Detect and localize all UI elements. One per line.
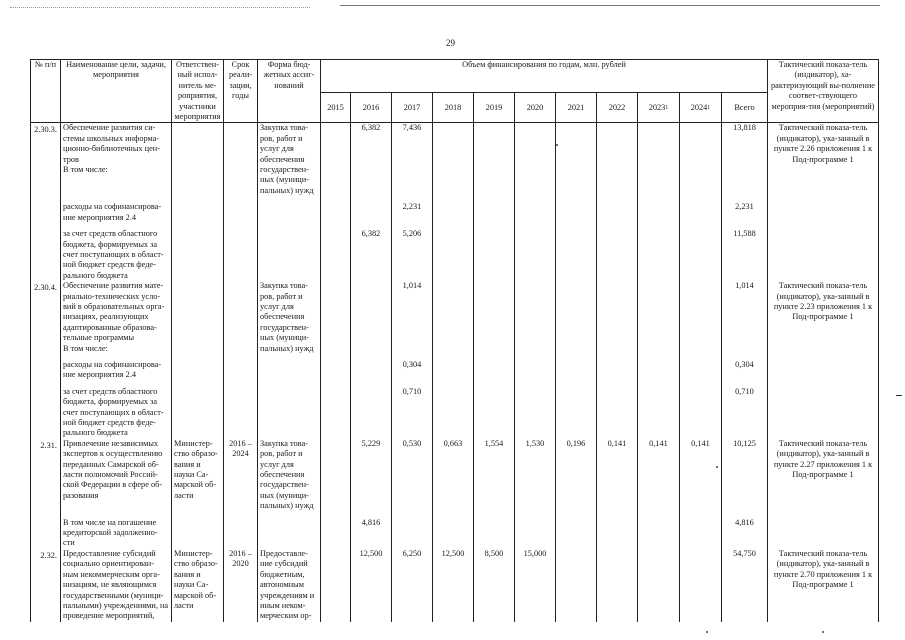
row-value: 1,014 xyxy=(392,281,433,354)
subrow-form-empty xyxy=(258,354,321,381)
subrow-indicator-empty xyxy=(768,223,879,281)
table-row xyxy=(31,549,879,622)
subrow-code-empty xyxy=(31,223,61,281)
subrow-value xyxy=(321,196,351,223)
subrow-form-empty xyxy=(258,223,321,281)
header-year-label: 2015 xyxy=(327,102,344,112)
row-total: 54,750 xyxy=(722,549,768,622)
subrow-code-empty xyxy=(31,512,61,549)
subrow-indicator-empty xyxy=(768,354,879,381)
row-value: 6,250 xyxy=(392,549,433,622)
row-value xyxy=(597,281,638,354)
header-year-footnote: 1 xyxy=(665,104,669,111)
scan-top-rule-left xyxy=(10,7,310,8)
subrow-code-empty xyxy=(31,354,61,381)
row-indicator: Тактический показа-тель (индикатор), ука-занный в пункте 2.26 приложения 1 к Под-программе 1 xyxy=(768,123,879,196)
row-value xyxy=(597,549,638,622)
subrow-name: за счет средств областного бюджета, формируемых за счет поступающих в област-ной бюджет средств феде-рального бюджета xyxy=(61,223,172,281)
subrow-value xyxy=(351,381,392,439)
row-value: 0,141 xyxy=(680,439,722,512)
row-period: 2016 – 2020 xyxy=(224,549,258,622)
subrow-responsible-empty xyxy=(172,223,224,281)
row-value: 12,500 xyxy=(351,549,392,622)
header-year xyxy=(638,93,680,123)
subrow-value xyxy=(433,223,474,281)
header-year-label: 2022 xyxy=(608,102,626,112)
subrow-value xyxy=(474,381,515,439)
header-year xyxy=(515,93,556,123)
row-value xyxy=(433,123,474,196)
table-row xyxy=(31,123,879,196)
header-year-footnote: 1 xyxy=(707,104,711,111)
scan-speck xyxy=(716,466,718,468)
subrow-value xyxy=(474,354,515,381)
row-value: 0,141 xyxy=(597,439,638,512)
row-value xyxy=(556,549,597,622)
row-value xyxy=(321,549,351,622)
subrow-form-empty xyxy=(258,512,321,549)
subrow-value xyxy=(556,354,597,381)
subrow-period-empty xyxy=(224,354,258,381)
row-indicator: Тактический показа-тель (индикатор), ука-занный в пункте 2.70 приложения 1 к Под-программе 1 xyxy=(768,549,879,622)
subrow-value: 4,816 xyxy=(351,512,392,549)
row-value: 6,382 xyxy=(351,123,392,196)
row-value xyxy=(680,123,722,196)
subrow-responsible-empty xyxy=(172,196,224,223)
row-value: 0,196 xyxy=(556,439,597,512)
row-code: 2.30.3. xyxy=(31,123,61,196)
subrow-value xyxy=(556,196,597,223)
row-period: 2016 – 2024 xyxy=(224,439,258,512)
row-name: Привлечение независимых экспертов к осуществлению переданных Самарской об-ласти полномочий Россий-ской Федерации в сфере об-разования xyxy=(61,439,172,512)
table-subrow xyxy=(31,381,879,439)
row-value xyxy=(351,281,392,354)
row-value: 12,500 xyxy=(433,549,474,622)
subrow-value xyxy=(474,223,515,281)
row-form: Предоставле-ние субсидий бюджетным, автономным учреждениям и иным неком-мерческим ор- xyxy=(258,549,321,622)
subrow-total: 4,816 xyxy=(722,512,768,549)
subrow-value xyxy=(474,196,515,223)
row-form: Закупка това-ров, работ и услуг для обеспечения государствен-ных (муници-пальных) нужд xyxy=(258,281,321,354)
row-period xyxy=(224,123,258,196)
subrow-value xyxy=(351,196,392,223)
subrow-value xyxy=(321,381,351,439)
table-subrow xyxy=(31,196,879,223)
subrow-total: 2,231 xyxy=(722,196,768,223)
row-value xyxy=(515,123,556,196)
row-value xyxy=(638,123,680,196)
row-form: Закупка това-ров, работ и услуг для обеспечения государствен-ных (муници-пальных) нужд xyxy=(258,123,321,196)
subrow-code-empty xyxy=(31,381,61,439)
row-value: 7,436 xyxy=(392,123,433,196)
header-year xyxy=(474,93,515,123)
subrow-indicator-empty xyxy=(768,196,879,223)
row-value xyxy=(433,281,474,354)
subrow-value xyxy=(680,196,722,223)
subrow-value xyxy=(433,381,474,439)
row-indicator: Тактический показа-тель (индикатор), ука-занный в пункте 2.23 приложения 1 к Под-программе 1 xyxy=(768,281,879,354)
row-name: Обеспечение развития си-стемы школьных информа-ционно-библиотечных цен-тров В том числе: xyxy=(61,123,172,196)
subrow-responsible-empty xyxy=(172,354,224,381)
subrow-value xyxy=(321,223,351,281)
row-value xyxy=(321,281,351,354)
subrow-value xyxy=(680,223,722,281)
row-value xyxy=(680,549,722,622)
row-name: Обеспечение развития мате-риально-технических усло-вий в образовательных орга-низациях, реализующих адаптированные образова-тельные программы В том числе: xyxy=(61,281,172,354)
subrow-responsible-empty xyxy=(172,512,224,549)
table-subrow xyxy=(31,512,879,549)
header-year-label: 2019 xyxy=(485,102,503,112)
scan-speck xyxy=(556,144,558,146)
subrow-total: 0,304 xyxy=(722,354,768,381)
row-value xyxy=(556,123,597,196)
row-value xyxy=(597,123,638,196)
header-year xyxy=(680,93,722,123)
subrow-value: 2,231 xyxy=(392,196,433,223)
subrow-name: за счет средств областного бюджета, формируемых за счет поступающих в област-ной бюджет средств феде-рального бюджета xyxy=(61,381,172,439)
budget-table xyxy=(30,59,879,622)
subrow-value: 0,710 xyxy=(392,381,433,439)
subrow-total: 11,588 xyxy=(722,223,768,281)
subrow-value xyxy=(515,354,556,381)
subrow-value xyxy=(433,512,474,549)
subrow-value xyxy=(597,223,638,281)
subrow-name: расходы на софинансирова-ние мероприятия 2.4 xyxy=(61,196,172,223)
subrow-value xyxy=(515,512,556,549)
row-value xyxy=(474,281,515,354)
subrow-form-empty xyxy=(258,381,321,439)
row-value xyxy=(556,281,597,354)
subrow-name: В том числе на погашение кредиторской задолженно-сти xyxy=(61,512,172,549)
subrow-value xyxy=(556,512,597,549)
header-year-label: 2016 xyxy=(362,102,380,112)
subrow-value xyxy=(597,196,638,223)
row-value xyxy=(321,439,351,512)
subrow-value xyxy=(433,354,474,381)
row-value: 15,000 xyxy=(515,549,556,622)
row-total: 1,014 xyxy=(722,281,768,354)
row-form: Закупка това-ров, работ и услуг для обеспечения государствен-ных (муници-пальных) нужд xyxy=(258,439,321,512)
row-value xyxy=(474,123,515,196)
subrow-value: 0,304 xyxy=(392,354,433,381)
row-value: 1,554 xyxy=(474,439,515,512)
row-value xyxy=(680,281,722,354)
scan-speck xyxy=(706,631,708,633)
row-name: Предоставление субсидий социально ориентирован-ным некоммерческим орга-низациям, не являющимся государственными (муници-пальными) учреждениями, на проведение мероприятий, xyxy=(61,549,172,622)
header-year xyxy=(556,93,597,123)
table-body xyxy=(31,123,879,622)
row-period xyxy=(224,281,258,354)
row-code: 2.31. xyxy=(31,439,61,512)
page-number: 29 xyxy=(446,38,455,48)
table-subrow xyxy=(31,354,879,381)
row-indicator: Тактический показа-тель (индикатор), ука-занный в пункте 2.27 приложения 1 к Под-программе 1 xyxy=(768,439,879,512)
subrow-value xyxy=(597,381,638,439)
header-year-label: 2020 xyxy=(526,102,544,112)
header-funding: Объем финансирования по годам, млн. рублей xyxy=(321,60,768,93)
header-year-label: 2017 xyxy=(403,102,421,112)
header-name: Наименование цели, задачи, мероприятия xyxy=(61,60,172,123)
subrow-value xyxy=(638,223,680,281)
subrow-value xyxy=(515,196,556,223)
table-row xyxy=(31,439,879,512)
row-value: 8,500 xyxy=(474,549,515,622)
subrow-responsible-empty xyxy=(172,381,224,439)
row-responsible xyxy=(172,123,224,196)
subrow-value xyxy=(638,381,680,439)
header-year xyxy=(597,93,638,123)
subrow-value xyxy=(556,223,597,281)
header-year xyxy=(351,93,392,123)
row-responsible: Министер-ство образо-вания и науки Са-марской об-ласти xyxy=(172,439,224,512)
subrow-total: 0,710 xyxy=(722,381,768,439)
scan-speck xyxy=(822,631,824,633)
row-responsible xyxy=(172,281,224,354)
subrow-indicator-empty xyxy=(768,381,879,439)
subrow-value xyxy=(433,196,474,223)
subrow-value xyxy=(638,196,680,223)
subrow-value xyxy=(638,512,680,549)
header-year-label: 2021 xyxy=(567,102,585,112)
subrow-form-empty xyxy=(258,196,321,223)
header-year-label: 2023 xyxy=(648,102,666,112)
row-value: 0,530 xyxy=(392,439,433,512)
header-period: Срок реали-зации, годы xyxy=(224,60,258,123)
subrow-value xyxy=(392,512,433,549)
subrow-value xyxy=(680,354,722,381)
subrow-value xyxy=(515,381,556,439)
subrow-value xyxy=(556,381,597,439)
header-total: Всего xyxy=(722,93,768,123)
subrow-value xyxy=(321,354,351,381)
row-value: 0,141 xyxy=(638,439,680,512)
row-value xyxy=(515,281,556,354)
subrow-code-empty xyxy=(31,196,61,223)
header-year xyxy=(433,93,474,123)
subrow-value xyxy=(597,354,638,381)
row-value xyxy=(638,281,680,354)
header-responsible: Ответствен-ный испол-нитель ме-роприятия, участники мероприятия xyxy=(172,60,224,123)
row-code: 2.30.4. xyxy=(31,281,61,354)
subrow-period-empty xyxy=(224,512,258,549)
row-responsible: Министер-ство образо-вания и науки Са-марской об-ласти xyxy=(172,549,224,622)
header-year xyxy=(321,93,351,123)
table-row xyxy=(31,281,879,354)
header-num: № п/п xyxy=(31,60,61,123)
row-value: 0,663 xyxy=(433,439,474,512)
subrow-indicator-empty xyxy=(768,512,879,549)
subrow-period-empty xyxy=(224,223,258,281)
row-value xyxy=(321,123,351,196)
subrow-value: 5,206 xyxy=(392,223,433,281)
subrow-value xyxy=(474,512,515,549)
subrow-period-empty xyxy=(224,196,258,223)
row-value: 1,530 xyxy=(515,439,556,512)
subrow-period-empty xyxy=(224,381,258,439)
subrow-value xyxy=(597,512,638,549)
row-value xyxy=(638,549,680,622)
table-subrow xyxy=(31,223,879,281)
subrow-name: расходы на софинансирова-ние мероприятия 2.4 xyxy=(61,354,172,381)
header-form: Форма бюд-жетных ассиг-нований xyxy=(258,60,321,123)
subrow-value: 6,382 xyxy=(351,223,392,281)
subrow-value xyxy=(680,381,722,439)
row-total: 13,818 xyxy=(722,123,768,196)
scan-edge-mark xyxy=(896,395,902,396)
header-indicator: Тактический показа-тель (индикатор), ха-рактеризующий вы-полнение соответ-ствующего мероприя-тия (мероприятий) xyxy=(768,60,879,123)
row-code: 2.32. xyxy=(31,549,61,622)
header-year xyxy=(392,93,433,123)
row-value: 5,229 xyxy=(351,439,392,512)
subrow-value xyxy=(638,354,680,381)
header-year-label: 2024 xyxy=(690,102,708,112)
header-year-label: 2018 xyxy=(444,102,462,112)
subrow-value xyxy=(321,512,351,549)
subrow-value xyxy=(351,354,392,381)
subrow-value xyxy=(680,512,722,549)
row-total: 10,125 xyxy=(722,439,768,512)
subrow-value xyxy=(515,223,556,281)
scan-top-rule xyxy=(340,5,880,6)
table-header xyxy=(31,60,879,123)
